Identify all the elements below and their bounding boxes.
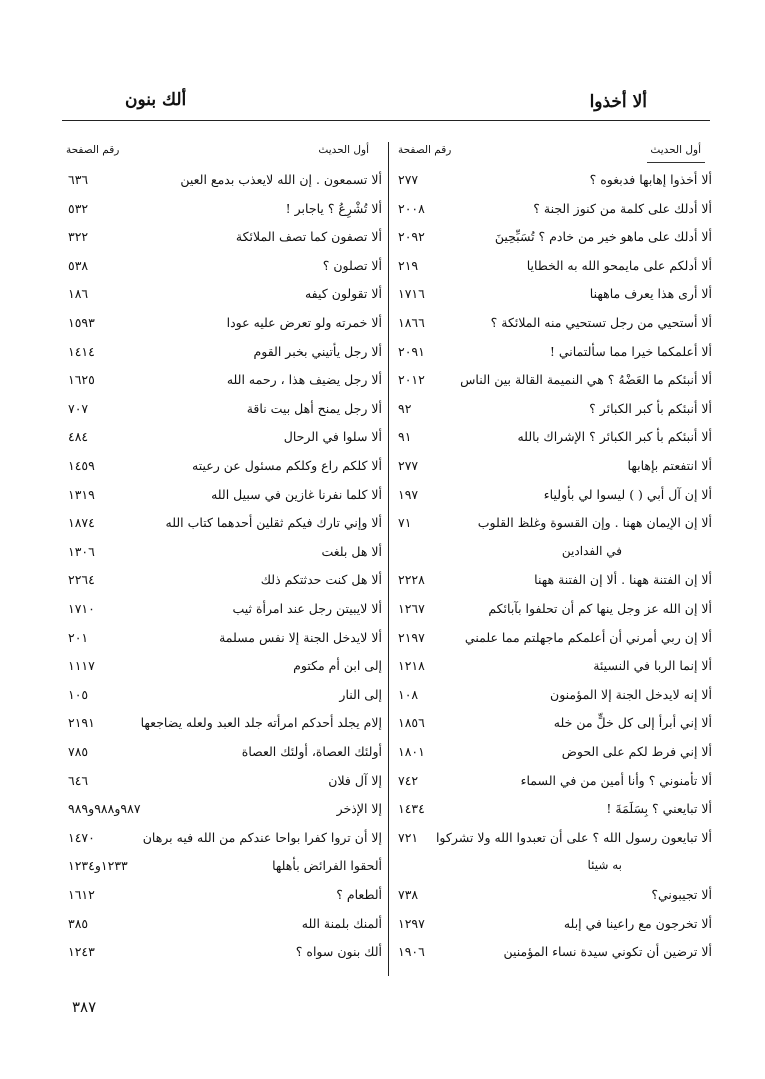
hadith-incipit: ألا إن الإيمان ههنا . وإن القسوة وغلظ القلوب: [477, 515, 712, 531]
page-reference: ١١١٧: [68, 658, 95, 674]
page-reference: ١٨٦٦: [398, 315, 425, 330]
index-entry: [62, 401, 382, 429]
hadith-incipit: إلى ابن أم مكتوم: [293, 658, 382, 674]
right-col-hadith-header: أول الحديث: [650, 144, 701, 156]
index-entry: [62, 887, 382, 915]
index-entry: [394, 887, 712, 915]
hadith-incipit: ألا رجل يأتيني بخبر القوم: [253, 343, 382, 359]
index-entry: [394, 630, 712, 658]
page-reference: ٢٠١٢: [398, 372, 425, 388]
running-header-right: ألا أخذوا: [589, 92, 647, 112]
index-entry: [62, 658, 382, 686]
page-reference: ٢١٩٧: [398, 629, 425, 645]
index-entry: [394, 344, 712, 372]
hadith-incipit: ألا أخذوا إهابها فدبغوه ؟: [589, 172, 712, 187]
index-entry: [394, 172, 712, 200]
page-reference: ١٢١٨: [398, 658, 425, 674]
index-entry: [62, 515, 382, 543]
page-reference: ٧١: [398, 515, 412, 531]
hadith-incipit: إلا آل فلان: [328, 772, 382, 788]
hadith-incipit: إلام يجلد أحدكم امرأته جلد العبد ولعله يضاجعها: [140, 715, 382, 731]
index-entry: [394, 601, 712, 629]
hadith-incipit: ألا تجيبوني؟: [651, 887, 712, 902]
index-entry: [62, 916, 382, 944]
page-reference: ٩٨٧و٩٨٨و٩٨٩: [68, 801, 141, 817]
column-divider: [388, 142, 389, 976]
index-entry: [62, 773, 382, 801]
page-reference: ١٢٤٣: [68, 944, 95, 960]
hadith-incipit: ألا كلكم راع وكلكم مسئول عن رعيته: [192, 458, 382, 473]
hadith-incipit: ألا انتفعتم بإهابها: [627, 458, 712, 473]
page-reference: ١٣٠٦: [68, 543, 95, 559]
page-reference: ٣٢٢: [68, 229, 89, 245]
hadith-incipit: ألا إن ربي أمرني أن أعلمكم ماجهلتم مما علمني: [464, 629, 712, 645]
hadith-incipit: ألا تبايعني ؟ بِسَلَمَةَ !: [606, 801, 712, 817]
page-reference: ٧٠٧: [68, 400, 89, 416]
index-entry: [62, 344, 382, 372]
page-reference: ١٢٣٣و١٢٣٤: [68, 858, 128, 874]
page-reference: ١٠٥: [68, 686, 89, 702]
page-reference: ٢٢٦٤: [68, 572, 95, 588]
page-reference: ٢٠١: [68, 629, 89, 645]
hadith-incipit: ألا إنما الربا في النسيئة: [593, 658, 712, 674]
page-reference: ٢٠٩٢: [398, 229, 425, 245]
left-col-hadith-header: أول الحديث: [318, 144, 369, 156]
hadith-incipit: ألا أدلكم على مايمحو الله به الخطايا: [526, 257, 712, 273]
index-entry: [394, 229, 712, 257]
index-entry: [394, 801, 712, 829]
index-entry: [62, 258, 382, 286]
page-reference: ٩١: [398, 429, 412, 445]
hadith-incipit: ألا إن آل أبي ( ) ليسوا لي بأولياء: [543, 486, 712, 502]
right-col-hadith-underline: [647, 162, 705, 163]
page-reference: ٢١٩١: [68, 715, 95, 731]
hadith-incipit: ألا أنبئكم بأ كبر الكبائر ؟ الإشراك بالله: [517, 429, 712, 445]
left-col-page-header: رقم الصفحة: [66, 144, 120, 156]
hadith-incipit: ألا تبايعون رسول الله ؟ على أن تعبدوا الله ولا تشركوا: [435, 829, 712, 845]
hadith-incipit: ألا تخرجون مع راعينا في إبله: [563, 915, 712, 931]
index-entry: [62, 715, 382, 743]
hadith-incipit: ألك بنون سواه ؟: [295, 944, 382, 960]
running-header-left: ألك بنون: [125, 90, 187, 110]
index-entry: [394, 544, 712, 572]
page-reference: ٩٢: [398, 400, 412, 416]
page-reference: ١٦١٢: [68, 887, 95, 902]
hadith-incipit: به شيئا: [587, 858, 622, 873]
page-reference: ٧٣٨: [398, 887, 419, 902]
index-entry: [394, 372, 712, 400]
hadith-incipit: ألطعام ؟: [336, 887, 382, 902]
page-reference: ١٤٣٤: [398, 801, 425, 817]
page-reference: ١٤١٤: [68, 343, 95, 359]
index-entry: [62, 801, 382, 829]
index-entry: [394, 487, 712, 515]
page-reference: ١٧١٦: [398, 286, 425, 302]
hadith-incipit: إلى النار: [339, 686, 382, 702]
index-entry: [62, 372, 382, 400]
index-entry: [394, 658, 712, 686]
page-reference: ٢٠٩١: [398, 343, 425, 359]
hadith-incipit: ألا تسمعون . إن الله لايعذب بدمع العين: [180, 172, 382, 187]
page-reference: ١٩٠٦: [398, 944, 425, 960]
index-entry: [62, 858, 382, 886]
index-entry: [394, 858, 712, 886]
hadith-incipit: ألا لايدخل الجنة إلا نفس مسلمة: [219, 629, 382, 645]
header-rule: [62, 120, 710, 121]
page-reference: ٢٧٧: [398, 458, 419, 473]
hadith-incipit: أولئك العصاة، أولئك العصاة: [241, 744, 382, 759]
hadith-incipit: ألا تقولون كيفه: [304, 286, 382, 302]
right-col-page-header: رقم الصفحة: [398, 144, 452, 156]
index-entry: [394, 315, 712, 343]
hadith-incipit: ألا رجل يمنح أهل بيت ناقة: [246, 400, 382, 416]
index-entry: [394, 458, 712, 486]
hadith-incipit: ألا تُشْرِعُ ؟ ياجابر !: [285, 200, 382, 216]
index-entry: [394, 687, 712, 715]
hadith-incipit: ألا إني أبرأ إلى كل خلٍّ من خله: [553, 715, 712, 731]
page-reference: ١٧١٠: [68, 601, 95, 616]
hadith-incipit: ألا هل كنت حدثتكم ذلك: [260, 572, 382, 588]
index-entry: [62, 544, 382, 572]
page-number: ٣٨٧: [72, 998, 97, 1016]
index-entry: [62, 429, 382, 457]
hadith-incipit: ألا إن الله عز وجل ينها كم أن تحلفوا بآبائكم: [488, 601, 712, 616]
hadith-incipit: ألا كلما نفرنا غازين في سبيل الله: [211, 486, 382, 502]
page-reference: ٢١٩: [398, 257, 419, 273]
index-entry: [62, 201, 382, 229]
hadith-incipit: ألا إنه لايدخل الجنة إلا المؤمنون: [550, 686, 712, 702]
hadith-incipit: ألا ترضين أن تكوني سيدة نساء المؤمنين: [503, 944, 712, 960]
page-reference: ١٩٧: [398, 486, 419, 502]
index-entry: [62, 229, 382, 257]
index-entry: [62, 572, 382, 600]
index-entry: [394, 830, 712, 858]
page-reference: ٥٣٨: [68, 257, 89, 273]
hadith-incipit: ألا هل بلغت: [321, 543, 382, 559]
hadith-incipit: ألا إني فرط لكم على الحوض: [561, 744, 712, 759]
hadith-incipit: ألا إن الفتنة ههنا . ألا إن الفتنة ههنا: [534, 572, 712, 588]
hadith-incipit: ألا رجل يضيف هذا ، رحمه الله: [226, 372, 382, 388]
page-reference: ١٤٥٩: [68, 458, 95, 473]
index-entry: [62, 830, 382, 858]
page-reference: ٣٨٥: [68, 915, 89, 931]
index-entry: [62, 687, 382, 715]
page-reference: ١٤٧٠: [68, 829, 95, 845]
index-entry: [394, 201, 712, 229]
hadith-incipit: ألا تصفون كما تصف الملائكة: [235, 229, 382, 245]
index-entry: [394, 944, 712, 972]
page-reference: ١٨٦: [68, 286, 89, 302]
index-entry: [394, 572, 712, 600]
page-reference: ١٨٥٦: [398, 715, 425, 731]
page-reference: ٧٢١: [398, 829, 419, 845]
page-reference: ٤٨٤: [68, 429, 89, 445]
index-entry: [62, 944, 382, 972]
hadith-incipit: ألا تصلون ؟: [322, 257, 382, 273]
page-reference: ٢٧٧: [398, 172, 419, 187]
index-entry: [62, 315, 382, 343]
hadith-incipit: إلا أن تروا كفرا بواحا عندكم من الله فيه برهان: [142, 829, 382, 845]
page-reference: ١٢٩٧: [398, 915, 425, 931]
hadith-incipit: ألا أرى هذا يعرف ماههنا: [589, 286, 712, 302]
index-entry: [62, 458, 382, 486]
hadith-incipit: ألا لايبيتن رجل عند امرأة ثيب: [232, 601, 382, 616]
hadith-incipit: ألحقوا الفرائض بأهلها: [272, 858, 382, 874]
hadith-incipit: في الفدادين: [561, 543, 622, 558]
page-reference: ١٢٦٧: [398, 601, 425, 616]
index-entry: [394, 401, 712, 429]
hadith-incipit: ألا أنبئكم بأ كبر الكبائر ؟: [589, 400, 712, 416]
index-entry: [62, 744, 382, 772]
page-reference: ٦٣٦: [68, 172, 89, 187]
hadith-incipit: ألا أعلمكما خيرا مما سألتماني !: [549, 343, 712, 359]
hadith-incipit: إلا الإذخر: [336, 801, 382, 817]
page-reference: ٧٨٥: [68, 744, 89, 759]
index-entry: [394, 773, 712, 801]
hadith-incipit: ألا أدلك على ماهو خير من خادم ؟ تُسَبِّحِينَ: [494, 229, 712, 245]
index-entry: [62, 630, 382, 658]
page-reference: ٦٤٦: [68, 772, 89, 788]
page-reference: ٢٠٠٨: [398, 200, 425, 216]
index-entry: [394, 916, 712, 944]
page-reference: ١٥٩٣: [68, 315, 95, 330]
hadith-incipit: ألا وإني تارك فيكم ثقلين أحدهما كتاب الله: [165, 515, 382, 531]
index-entry: [62, 487, 382, 515]
page-reference: ٥٣٢: [68, 200, 89, 216]
page-reference: ١٣١٩: [68, 486, 95, 502]
right-index-column: [394, 172, 712, 972]
hadith-incipit: ألا أدلك على كلمة من كنوز الجنة ؟: [533, 200, 712, 216]
index-entry: [394, 515, 712, 543]
index-entry: [62, 601, 382, 629]
index-entry: [394, 744, 712, 772]
page-reference: ٧٤٢: [398, 772, 419, 788]
index-entry: [394, 429, 712, 457]
hadith-incipit: ألا خمرته ولو تعرض عليه عودا: [226, 315, 382, 330]
hadith-incipit: ألا أنبئكم ما العَضْهُ ؟ هي النميمة القالة بين الناس: [460, 372, 712, 388]
index-entry: [62, 286, 382, 314]
left-index-column: [62, 172, 382, 972]
hadith-incipit: ألمنك بلمنة الله: [301, 915, 382, 931]
page-reference: ١٠٨: [398, 686, 419, 702]
index-entry: [394, 715, 712, 743]
page-reference: ٢٢٢٨: [398, 572, 425, 588]
index-entry: [394, 286, 712, 314]
page-reference: ١٨٠١: [398, 744, 425, 759]
hadith-incipit: ألا تأمنوني ؟ وأنا أمين من في السماء: [520, 772, 712, 788]
page-reference: ١٦٢٥: [68, 372, 95, 388]
hadith-incipit: ألا سلوا في الرحال: [283, 429, 382, 445]
index-entry: [394, 258, 712, 286]
hadith-incipit: ألا أستحيي من رجل تستحيي منه الملائكة ؟: [490, 315, 712, 330]
page-reference: ١٨٧٤: [68, 515, 95, 531]
index-entry: [62, 172, 382, 200]
